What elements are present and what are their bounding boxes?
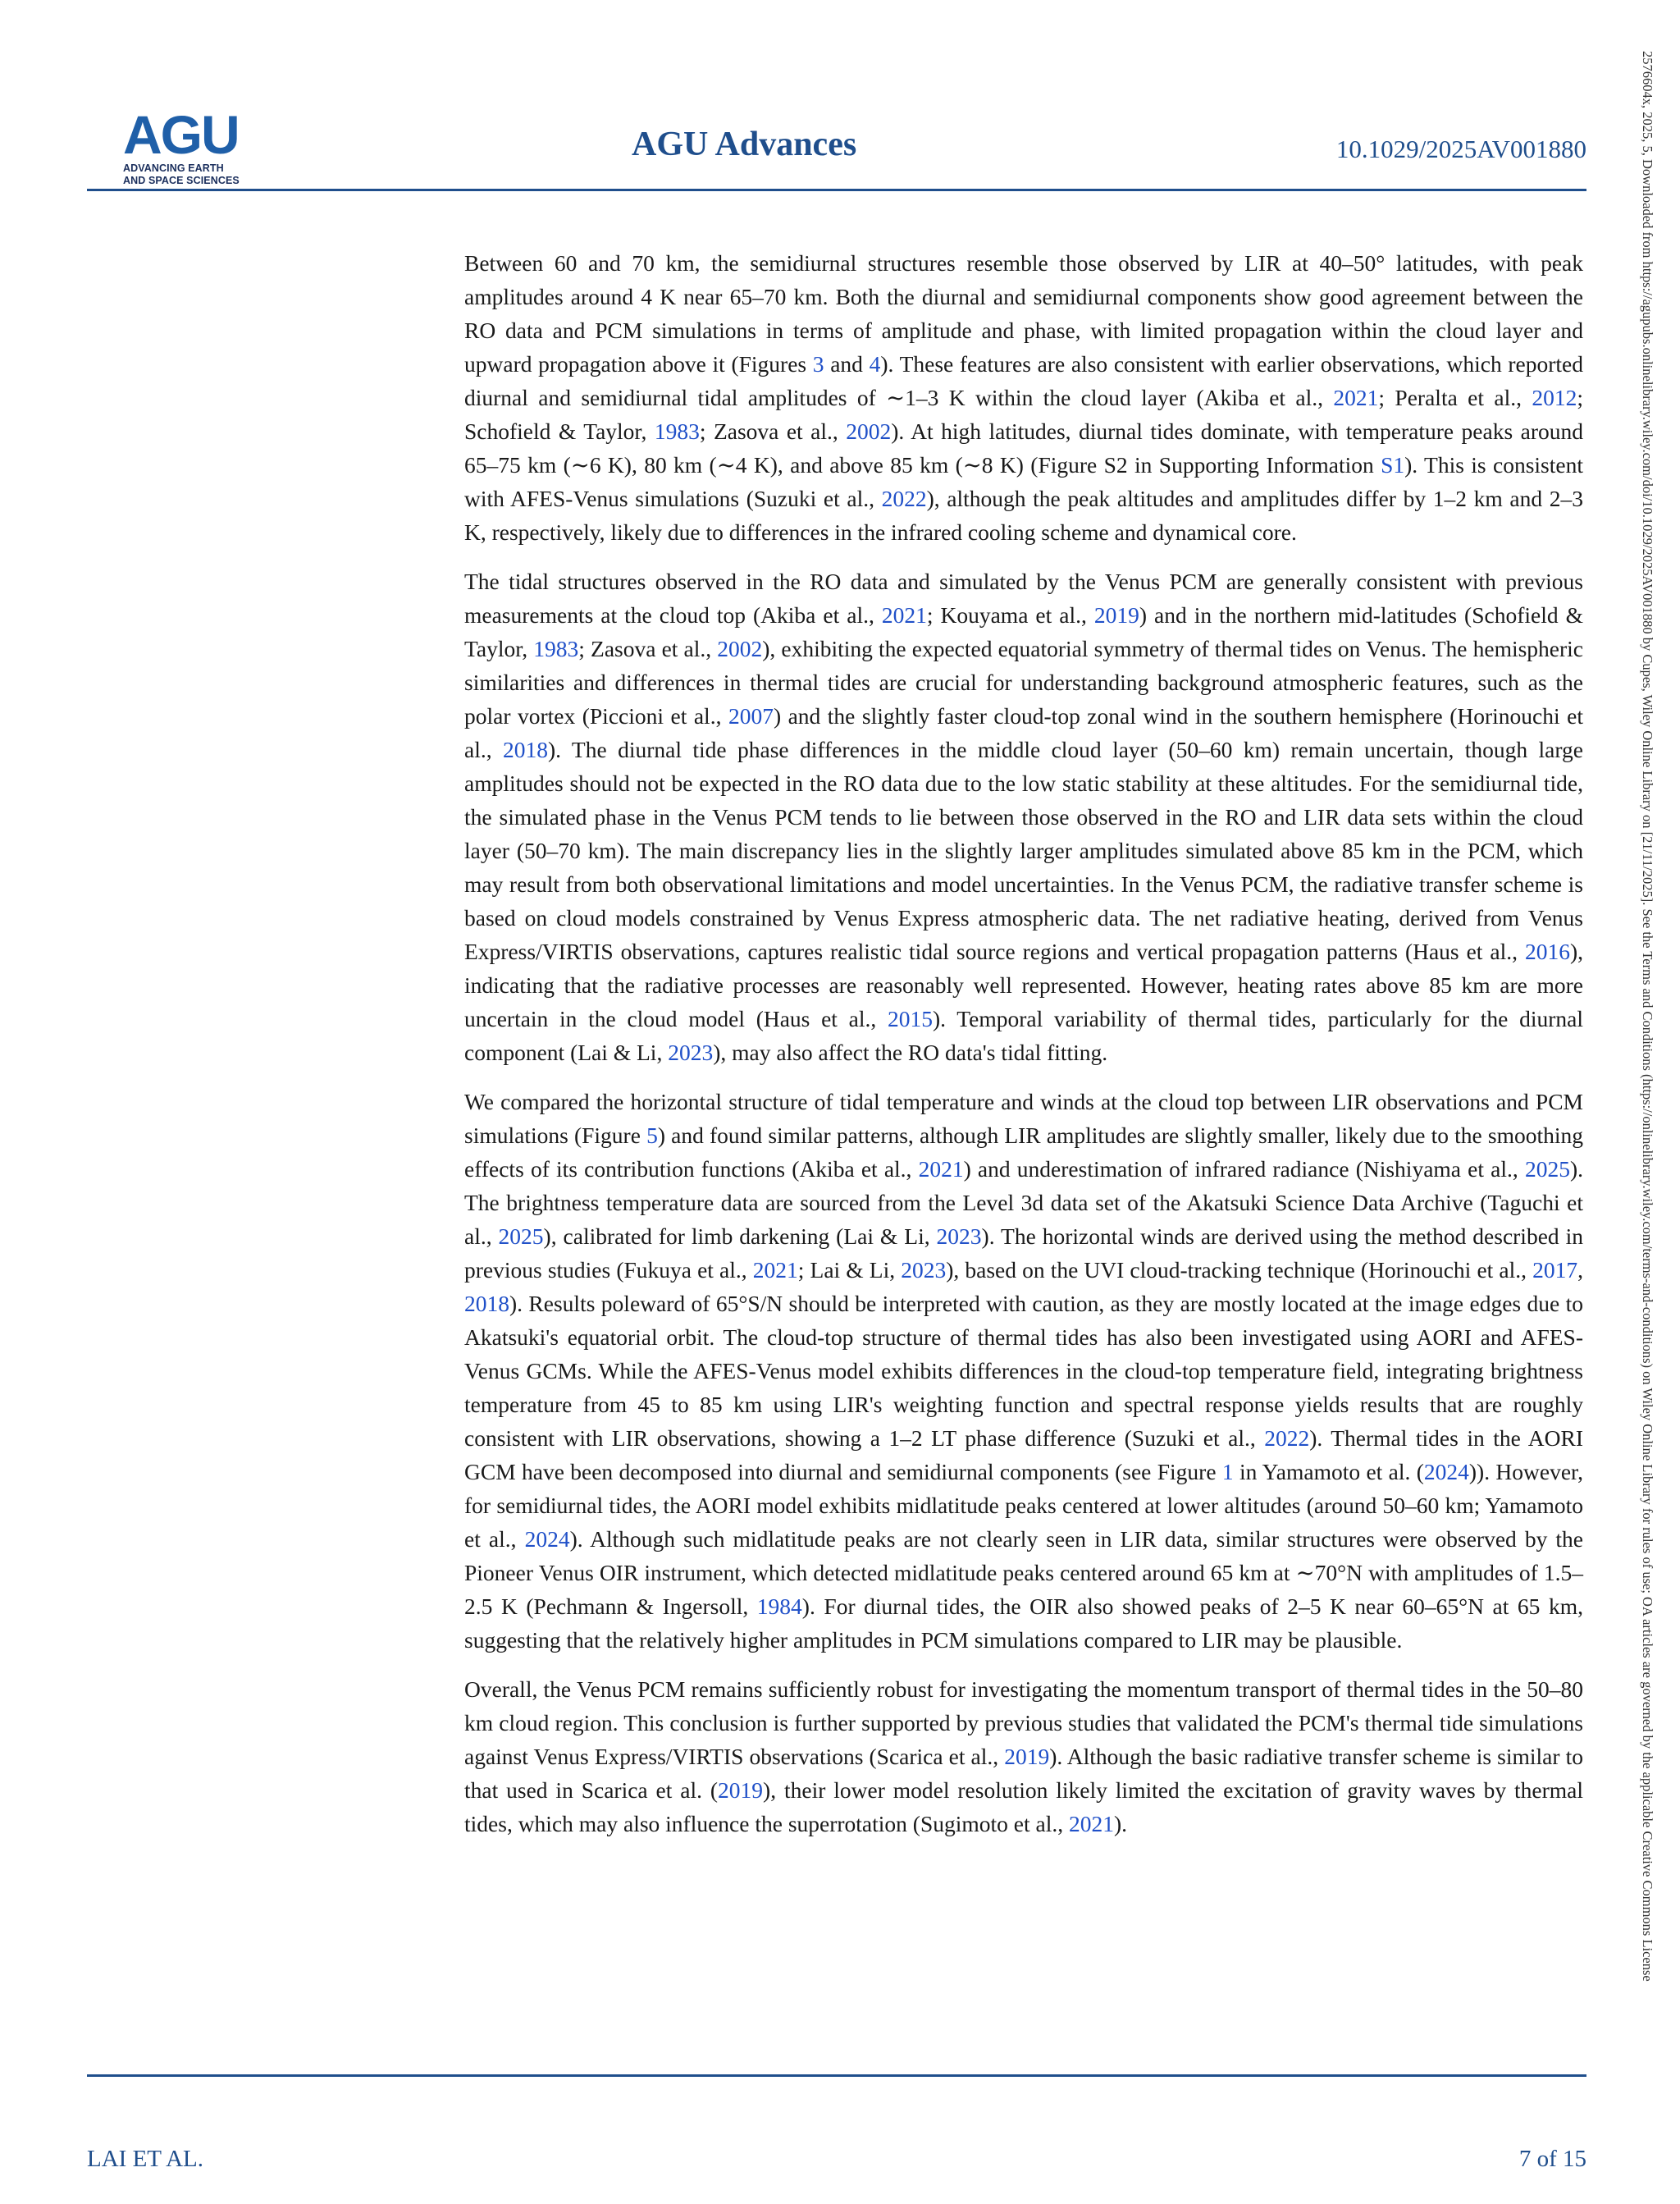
footer-authors: LAI ET AL. [87, 2146, 204, 2172]
paragraph-text: ). [1113, 1811, 1128, 1836]
citation-link[interactable]: 2019 [1093, 602, 1139, 628]
citation-link[interactable]: 2023 [901, 1257, 947, 1283]
paragraph-text: The tidal structures observed in the RO data and simulated by the Venus PCM are generally consistent with previous measurements at the cloud top (Akiba et al., [464, 569, 1583, 628]
paragraph-text: ), indicating that the radiative processes are reasonably well represented. However, heating rates above 85 km are more uncertain in the cloud model (Haus et al., [464, 939, 1583, 1031]
journal-title: AGU Advances [632, 126, 857, 163]
paragraph-text: ). Although such midlatitude peaks are not clearly seen in LIR data, similar structures were observed by the Pioneer Venus OIR instrument, which detected midlatitude peaks centered around 65 km at ∼70°N with amplitudes of 1.5–2.5 K (Pechmann & Ingersoll, [464, 1526, 1583, 1619]
paragraph-text: ). The brightness temperature data are sourced from the Level 3d data set of the Akatsuki Science Data Archive (Taguchi et al., [464, 1156, 1583, 1249]
doi-link[interactable]: 10.1029/2025AV001880 [1335, 135, 1586, 163]
citation-link[interactable]: 2024 [1423, 1459, 1469, 1484]
paragraph-text: ). This is consistent with AFES-Venus simulations (Suzuki et al., [464, 452, 1583, 511]
citation-link[interactable]: 2021 [881, 602, 927, 628]
body-paragraph [464, 1672, 1583, 1840]
paragraph-text: ). Thermal tides in the AORI GCM have been decomposed into diurnal and semidiurnal components (see Figure [464, 1425, 1583, 1484]
citation-link[interactable]: 2017 [1532, 1257, 1578, 1283]
agu-logo-mark: AGU [123, 104, 239, 165]
citation-link[interactable]: 2019 [718, 1777, 764, 1803]
article-body [464, 246, 1583, 1856]
citation-link[interactable]: 2024 [524, 1526, 570, 1552]
paragraph-text: ). The horizontal winds are derived using the method described in previous studies (Fukuya et al., [464, 1223, 1583, 1283]
citation-link[interactable]: S1 [1381, 452, 1405, 478]
body-paragraph [464, 1085, 1583, 1657]
citation-link[interactable]: 2023 [668, 1040, 714, 1065]
body-paragraph [464, 246, 1583, 549]
citation-link[interactable]: 2002 [846, 418, 892, 444]
citation-link[interactable]: 2025 [1524, 1156, 1570, 1182]
paragraph-text: Overall, the Venus PCM remains sufficiently robust for investigating the momentum transport of thermal tides in the 50–80 km cloud region. This conclusion is further supported by previous studies that validated the PCM's thermal tide simulations against Venus Express/VIRTIS observations (Scarica et al., [464, 1676, 1583, 1769]
paragraph-text: ) and the slightly faster cloud-top zonal wind in the southern hemisphere (Horinouchi et al., [464, 703, 1583, 762]
citation-link[interactable]: 2021 [918, 1156, 964, 1182]
citation-link[interactable]: 2021 [1068, 1811, 1114, 1836]
paragraph-text: ) and in the northern mid-latitudes (Schofield & Taylor, [464, 602, 1583, 661]
paragraph-text: Between 60 and 70 km, the semidiurnal structures resemble those observed by LIR at 40–50° latitudes, with peak amplitudes around 4 K near 65–70 km. Both the diurnal and semidiurnal components show good agreement between the RO data and PCM simulations in terms of amplitude and phase, with limited propagation within the cloud layer and upward propagation above it (Figures [464, 250, 1583, 377]
citation-link[interactable]: 2015 [887, 1006, 933, 1031]
paragraph-text: ), may also affect the RO data's tidal fitting. [713, 1040, 1108, 1065]
page-number: 7 of 15 [1518, 2146, 1586, 2172]
agu-logo [123, 104, 253, 187]
paragraph-text: ), their lower model resolution likely limited the excitation of gravity waves by thermal tides, which may also influence the superrotation (Sugimoto et al., [464, 1777, 1583, 1836]
citation-link[interactable]: 2018 [503, 737, 548, 762]
paragraph-text: ) and underestimation of infrared radiance (Nishiyama et al., [963, 1156, 1525, 1182]
download-notice: 2576604x, 2025, 5, Downloaded from https://agupubs.onlinelibrary.wiley.com/doi/10.1029/2025AV001880 by Cupes, Wiley Online Library on [21/11/2025]. See the Terms and Conditions (https://onlinelibrary.wiley.com/terms-and-conditions) on Wiley Online Library for rules of use; OA articles are governed by the applicable Creative Commons License [1640, 51, 1655, 1982]
paragraph-text: in Yamamoto et al. ( [1233, 1459, 1424, 1484]
paragraph-text: ), based on the UVI cloud-tracking technique (Horinouchi et al., [946, 1257, 1533, 1283]
citation-link[interactable]: 2012 [1532, 385, 1577, 410]
paragraph-text: ; Peralta et al., [1378, 385, 1532, 410]
citation-link[interactable]: 2022 [881, 486, 927, 511]
citation-link[interactable]: 2018 [464, 1291, 509, 1316]
citation-link[interactable]: 2007 [728, 703, 774, 729]
paragraph-text: ). For diurnal tides, the OIR also showed peaks of 2–5 K near 60–65°N at 65 km, suggesting that the relatively higher amplitudes in PCM simulations compared to LIR may be plausible. [464, 1594, 1583, 1653]
paragraph-text: ), although the peak altitudes and amplitudes differ by 1–2 km and 2–3 K, respectively, likely due to differences in the infrared cooling scheme and dynamical core. [464, 486, 1583, 545]
citation-link[interactable]: 5 [646, 1123, 658, 1148]
citation-link[interactable]: 1983 [533, 636, 579, 661]
paragraph-text: ). Results poleward of 65°S/N should be interpreted with caution, as they are mostly located at the image edges due to Akatsuki's equatorial orbit. The cloud-top structure of thermal tides has also been investigated using AORI and AFES-Venus GCMs. While the AFES-Venus model exhibits differences in the cloud-top temperature field, integrating brightness temperature from 45 to 85 km using LIR's weighting function and spectral response yields results that are roughly consistent with LIR observations, showing a 1–2 LT phase difference (Suzuki et al., [464, 1291, 1583, 1451]
paragraph-text: ), exhibiting the expected equatorial symmetry of thermal tides on Venus. The hemispheric similarities and differences in thermal tides are crucial for understanding background atmospheric features, such as the polar vortex (Piccioni et al., [464, 636, 1584, 729]
paragraph-text: ; Lai & Li, [797, 1257, 902, 1283]
paragraph-text: ; Zasova et al., [699, 418, 847, 444]
paragraph-text: ) and found similar patterns, although LIR amplitudes are slightly smaller, likely due to the smoothing effects of its contribution functions (Akiba et al., [464, 1123, 1583, 1182]
paragraph-text: We compared the horizontal structure of tidal temperature and winds at the cloud top between LIR observations and PCM simulations (Figure [464, 1089, 1583, 1148]
header-rule [87, 189, 1586, 191]
paragraph-text: ). The diurnal tide phase differences in the middle cloud layer (50–60 km) remain uncertain, though large amplitudes should not be expected in the RO data due to the low static stability at these altitudes. For the semidiurnal tide, the simulated phase in the Venus PCM tends to lie between those observed in the RO and LIR data sets within the cloud layer (50–70 km). The main discrepancy lies in the slightly larger amplitudes simulated above 85 km in the PCM, which may result from both observational limitations and model uncertainties. In the Venus PCM, the radiative transfer scheme is based on cloud models constrained by Venus Express atmospheric data. The net radiative heating, derived from Venus Express/VIRTIS observations, captures realistic tidal source regions and vertical propagation patterns (Haus et al., [464, 737, 1583, 964]
paragraph-text: ), calibrated for limb darkening (Lai & Li, [543, 1223, 937, 1249]
citation-link[interactable]: 4 [869, 351, 881, 377]
paragraph-text: ). These features are also consistent with earlier observations, which reported diurnal and semidiurnal tidal amplitudes of ∼1–3 K within the cloud layer (Akiba et al., [464, 351, 1583, 410]
citation-link[interactable]: 1984 [756, 1594, 802, 1619]
paragraph-text: ). Although the basic radiative transfer scheme is similar to that used in Scarica et al. ( [464, 1744, 1583, 1803]
citation-link[interactable]: 2019 [1004, 1744, 1050, 1769]
citation-link[interactable]: 3 [812, 351, 824, 377]
citation-link[interactable]: 1 [1221, 1459, 1234, 1484]
citation-link[interactable]: 2021 [752, 1257, 798, 1283]
paragraph-text: ). Temporal variability of thermal tides, particularly for the diurnal component (Lai & Li, [464, 1006, 1583, 1065]
paragraph-text: ). At high latitudes, diurnal tides dominate, with temperature peaks around 65–75 km (∼6 K), 80 km (∼4 K), and above 85 km (∼8 K) (Figure S2 in Supporting Information [464, 418, 1583, 478]
citation-link[interactable]: 2021 [1333, 385, 1379, 410]
paragraph-text: ; Kouyama et al., [926, 602, 1094, 628]
citation-link[interactable]: 2023 [936, 1223, 982, 1249]
paragraph-text: , [1577, 1257, 1583, 1283]
agu-logo-tagline: ADVANCING EARTH AND SPACE SCIENCES [123, 162, 240, 186]
citation-link[interactable]: 1983 [654, 418, 700, 444]
paragraph-text: and [824, 351, 870, 377]
body-paragraph [464, 565, 1583, 1069]
paragraph-text: ; Zasova et al., [578, 636, 718, 661]
citation-link[interactable]: 2016 [1524, 939, 1570, 964]
citation-link[interactable]: 2025 [498, 1223, 544, 1249]
citation-link[interactable]: 2002 [717, 636, 763, 661]
paragraph-text: ; Schofield & Taylor, [464, 385, 1583, 444]
footer-rule [87, 2074, 1586, 2077]
citation-link[interactable]: 2022 [1264, 1425, 1310, 1451]
paragraph-text: )). However, for semidiurnal tides, the AORI model exhibits midlatitude peaks centered at lower altitudes (around 50–60 km; Yamamoto et al., [464, 1459, 1583, 1552]
